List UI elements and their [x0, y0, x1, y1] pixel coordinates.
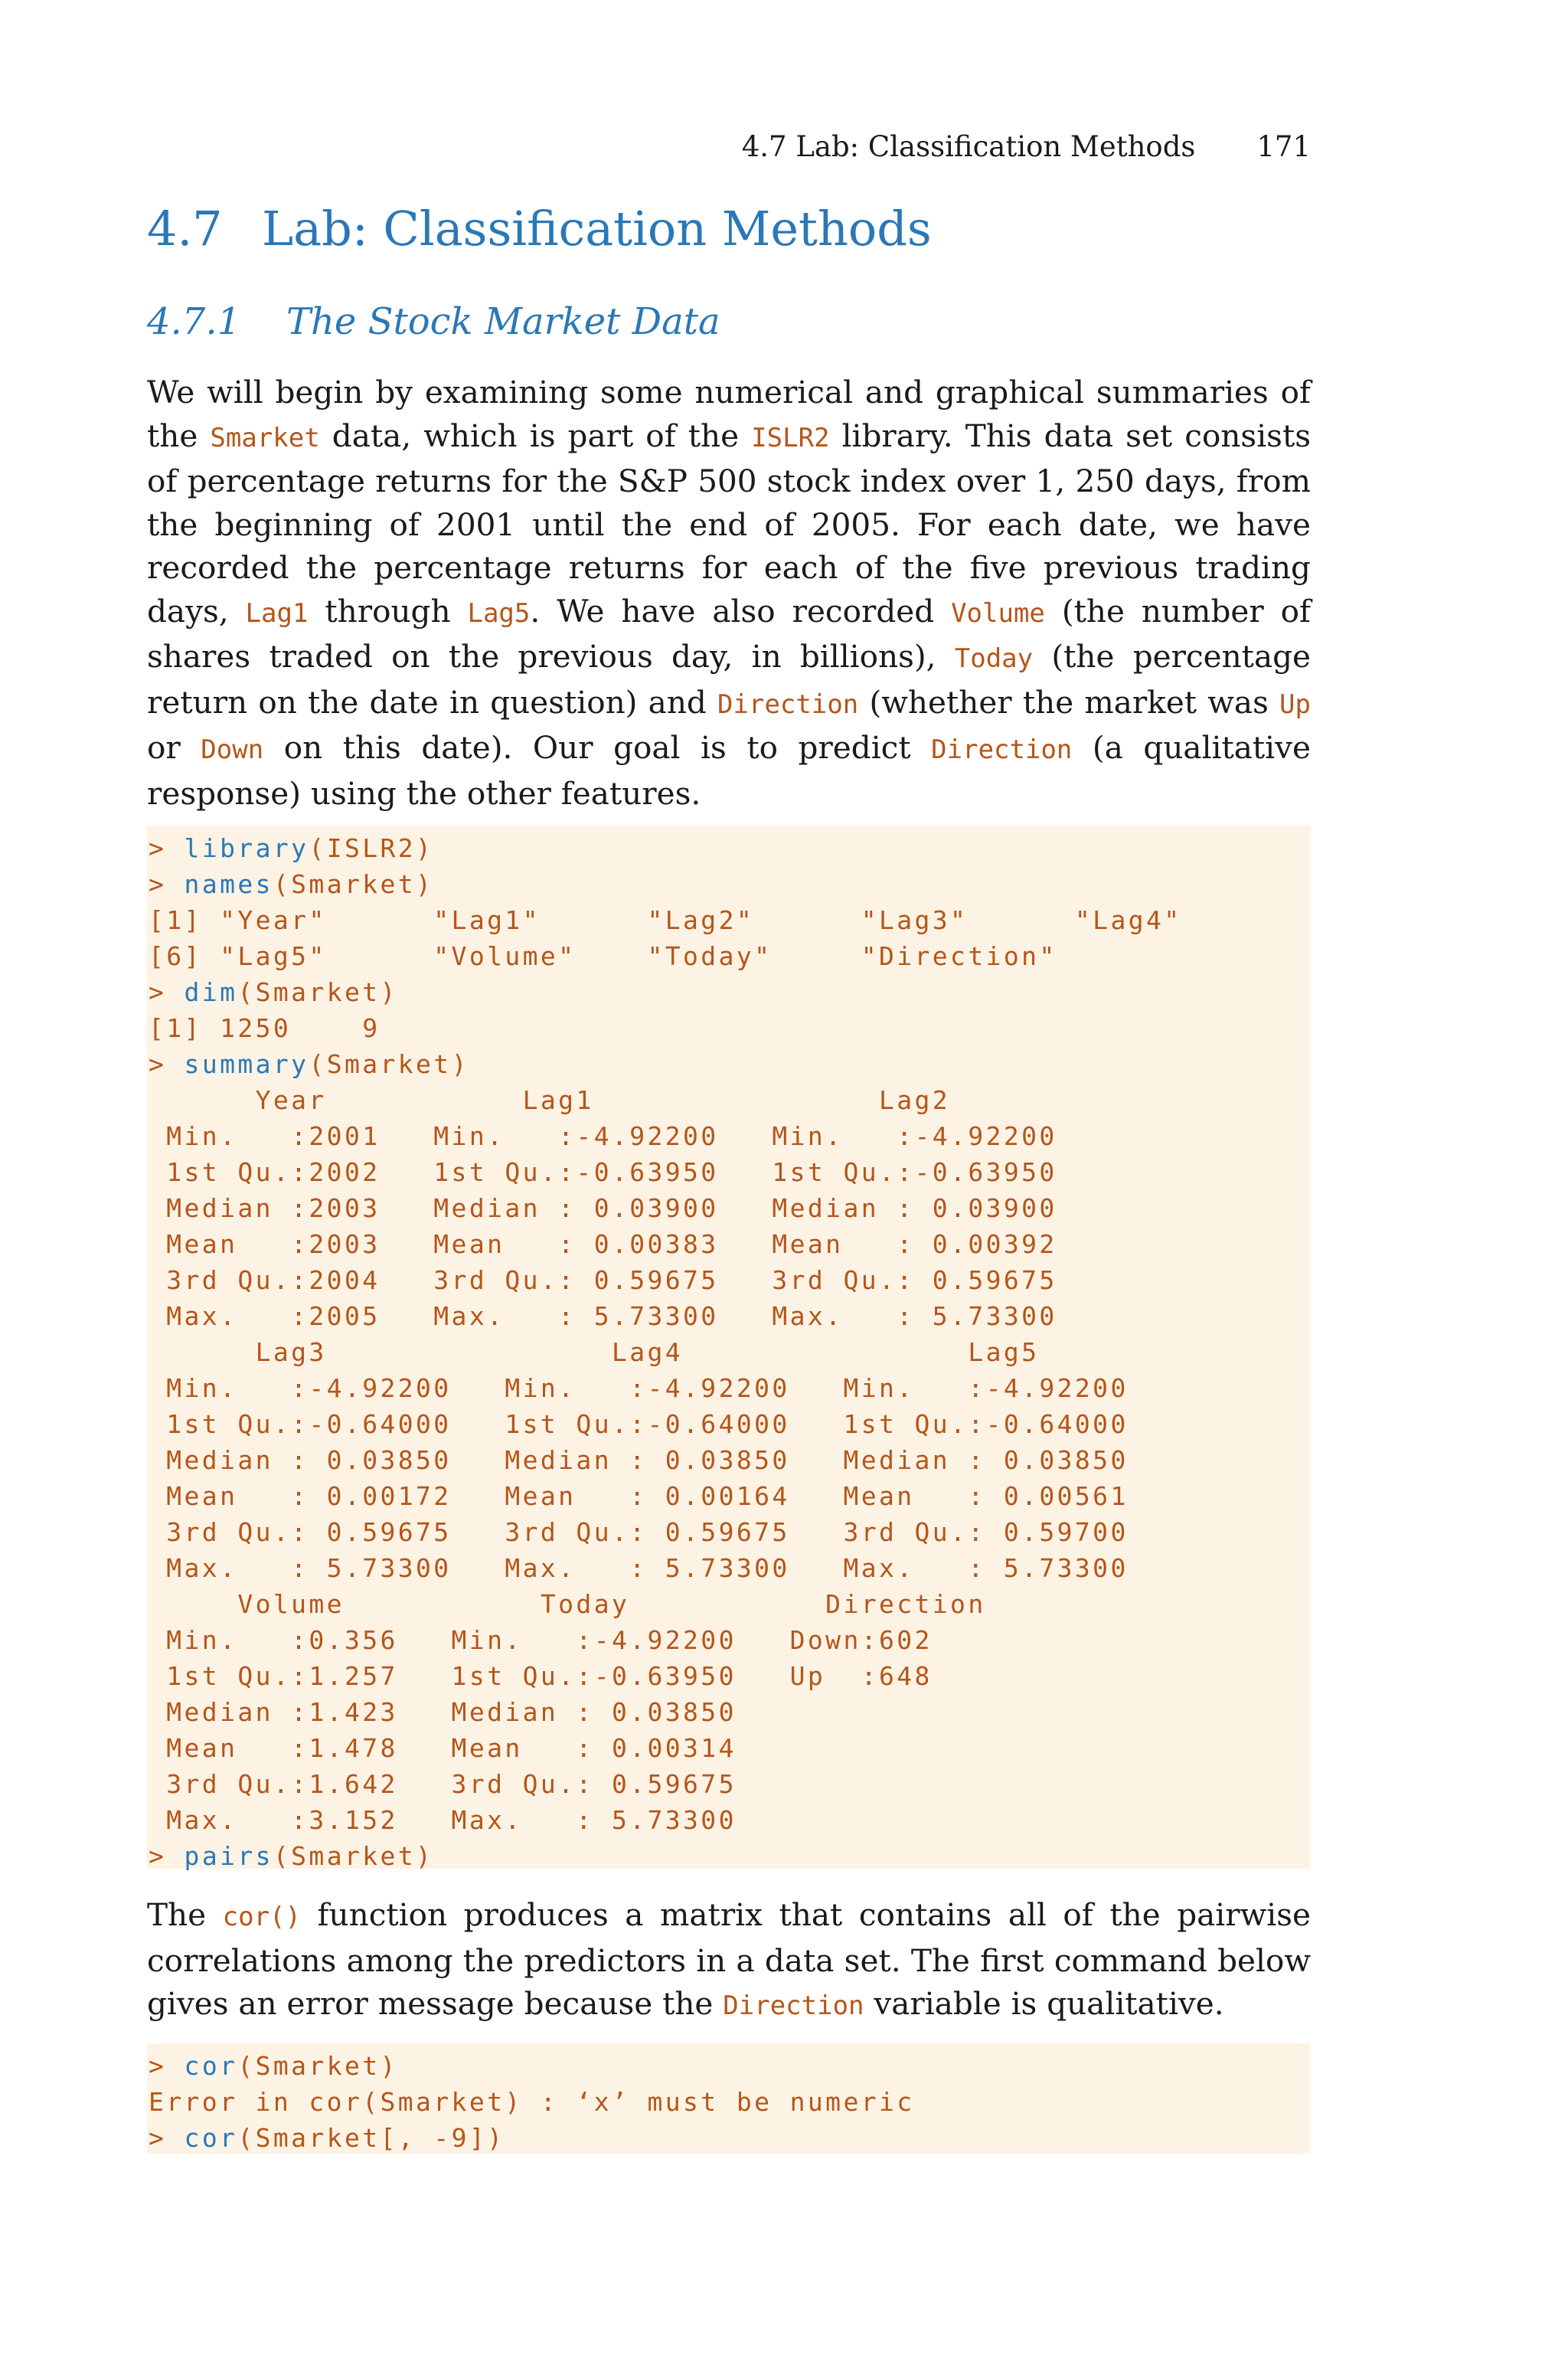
code-text: [1] 1250 9 [149, 1013, 381, 1043]
code-line [149, 1334, 1311, 1370]
code-text: Volume Today Direction [149, 1589, 986, 1619]
code-text: [1] "Year" "Lag1" "Lag2" "Lag3" "Lag4" [149, 905, 1182, 935]
code-text: > [149, 977, 185, 1007]
code-line [149, 1802, 1311, 1838]
code-text: 1st Qu.:2002 1st Qu.:-0.63950 1st Qu.:-0.63950 [149, 1157, 1057, 1187]
code-text: > [149, 1049, 185, 1079]
code-text: Error in cor(Smarket) : ‘x’ must be numeric [149, 2087, 915, 2117]
code-line [149, 1622, 1311, 1658]
code-text: Year Lag1 Lag2 [149, 1085, 951, 1115]
text-run: data, which is part of the [319, 417, 752, 454]
code-text: Max. :2005 Max. : 5.73300 Max. : 5.73300 [149, 1301, 1057, 1331]
inline-code: ISLR2 [751, 422, 830, 453]
code-text: > [149, 1841, 185, 1871]
section-number: 4.7 [147, 201, 223, 257]
paragraph-intro [147, 371, 1311, 815]
text-run: (a qualitative response) using the other features. [147, 729, 1311, 812]
code-text: Mean : 0.00172 Mean : 0.00164 Mean : 0.00561 [149, 1481, 1129, 1511]
code-text: Lag3 Lag4 Lag5 [149, 1337, 1040, 1367]
inline-code: Lag1 [245, 597, 309, 629]
text-run: variable is qualitative. [864, 1985, 1224, 2022]
paragraph-cor [147, 1893, 1311, 2028]
code-line [149, 1262, 1311, 1298]
text-run: function produces a matrix that contains all of the pairwise correlations among the predictors in a data set. The first command below gives an error message because the [147, 1896, 1311, 2022]
code-line [149, 1442, 1311, 1478]
text-run: (the percentage return on the date in question) and [147, 638, 1311, 721]
code-text: Max. : 5.73300 Max. : 5.73300 Max. : 5.73300 [149, 1553, 1129, 1583]
text-run: on this date). Our goal is to predict [263, 729, 932, 766]
text-run: The [147, 1896, 223, 1933]
code-line [149, 902, 1311, 938]
code-function: cor [184, 2123, 238, 2153]
section-title-text: Lab: Classification Methods [262, 201, 932, 257]
subsection-title-text: The Stock Market Data [286, 300, 720, 343]
code-text: (Smarket) [273, 869, 434, 899]
code-line [149, 1514, 1311, 1550]
code-text: > [149, 2051, 185, 2081]
code-text: 3rd Qu.:1.642 3rd Qu.: 0.59675 [149, 1769, 737, 1799]
text-run: . We have also recorded [530, 592, 952, 630]
inline-code: Smarket [210, 422, 320, 453]
code-line [149, 1478, 1311, 1514]
code-text: (Smarket) [309, 1049, 469, 1079]
code-text: Max. :3.152 Max. : 5.73300 [149, 1805, 737, 1835]
code-function: pairs [184, 1841, 273, 1871]
code-line [149, 1370, 1311, 1406]
text-run: (whether the market was [858, 683, 1280, 721]
code-line [149, 830, 1311, 866]
code-text: 1st Qu.:1.257 1st Qu.:-0.63950 Up :648 [149, 1661, 933, 1691]
code-function: dim [184, 977, 238, 1007]
code-line [149, 1010, 1311, 1046]
inline-code: Up [1279, 689, 1311, 720]
code-function: names [184, 869, 273, 899]
code-line [149, 2120, 1311, 2156]
inline-code: cor() [222, 1902, 301, 1932]
inline-code: Direction [717, 689, 859, 720]
code-line [149, 1658, 1311, 1694]
inline-code: Today [954, 643, 1034, 674]
code-line [149, 866, 1311, 902]
code-text: (Smarket) [237, 977, 398, 1007]
code-line [149, 1190, 1311, 1226]
subsection-title [147, 300, 720, 343]
inline-code: Lag5 [467, 597, 531, 629]
section-title [147, 201, 932, 257]
text-run: (the number of shares traded on the previous day, in billions), [147, 592, 1312, 675]
code-text: Min. :0.356 Min. :-4.92200 Down:602 [149, 1625, 933, 1655]
code-line [149, 1406, 1311, 1442]
code-text: [6] "Lag5" "Volume" "Today" "Direction" [149, 941, 1057, 971]
inline-code: Down [201, 734, 264, 765]
code-line [149, 1298, 1311, 1334]
code-text: > [149, 2123, 185, 2153]
code-text: Median : 0.03850 Median : 0.03850 Median : 0.03850 [149, 1445, 1129, 1475]
code-text: Mean :1.478 Mean : 0.00314 [149, 1733, 737, 1763]
code-text: Median :1.423 Median : 0.03850 [149, 1697, 737, 1727]
code-line [149, 1550, 1311, 1586]
code-function: library [184, 833, 309, 863]
page-number: 171 [1256, 130, 1311, 163]
text-run: We will begin by examining some numerical and graphical summaries of the [147, 374, 1311, 454]
running-head [147, 130, 1311, 163]
text-run: through [308, 592, 468, 630]
code-line [149, 1118, 1311, 1154]
text-run: library. This data set consists of percentage returns for the S&P 500 stock index over 1, 250 days, from the beginning of 2001 until the end of 2005. For each date, we have recorded the percentage returns for each of the five previous trading days, [147, 417, 1312, 630]
code-block-summary [147, 826, 1311, 1869]
code-text: (Smarket) [273, 1841, 434, 1871]
code-text: Min. :2001 Min. :-4.92200 Min. :-4.92200 [149, 1121, 1057, 1151]
code-block-cor [147, 2043, 1311, 2154]
inline-code: Volume [951, 597, 1045, 629]
code-line [149, 2084, 1311, 2120]
code-line [149, 1766, 1311, 1802]
code-line [149, 938, 1311, 974]
code-line [149, 1154, 1311, 1190]
code-line [149, 1838, 1311, 1874]
code-line [149, 1586, 1311, 1622]
code-line [149, 1730, 1311, 1766]
text-run: or [147, 729, 201, 766]
code-text: 1st Qu.:-0.64000 1st Qu.:-0.64000 1st Qu.:-0.64000 [149, 1409, 1129, 1439]
code-function: summary [184, 1049, 309, 1079]
code-line [149, 1694, 1311, 1730]
code-text: Mean :2003 Mean : 0.00383 Mean : 0.00392 [149, 1229, 1057, 1259]
code-line [149, 974, 1311, 1010]
inline-code: Direction [931, 734, 1073, 765]
code-text: Median :2003 Median : 0.03900 Median : 0.03900 [149, 1193, 1057, 1223]
code-text: Min. :-4.92200 Min. :-4.92200 Min. :-4.92200 [149, 1373, 1129, 1403]
code-line [149, 2048, 1311, 2084]
inline-code: Direction [723, 1990, 864, 2021]
running-head-title: 4.7 Lab: Classification Methods [741, 130, 1196, 163]
code-text: > [149, 869, 185, 899]
code-line [149, 1046, 1311, 1082]
subsection-number: 4.7.1 [147, 300, 241, 343]
code-text: > [149, 833, 185, 863]
code-function: cor [184, 2051, 238, 2081]
code-text: (ISLR2) [309, 833, 434, 863]
code-text: (Smarket[, -9]) [237, 2123, 505, 2153]
code-line [149, 1226, 1311, 1262]
code-text: 3rd Qu.:2004 3rd Qu.: 0.59675 3rd Qu.: 0.59675 [149, 1265, 1057, 1295]
code-text: 3rd Qu.: 0.59675 3rd Qu.: 0.59675 3rd Qu.: 0.59700 [149, 1517, 1129, 1547]
code-line [149, 1082, 1311, 1118]
code-text: (Smarket) [237, 2051, 398, 2081]
